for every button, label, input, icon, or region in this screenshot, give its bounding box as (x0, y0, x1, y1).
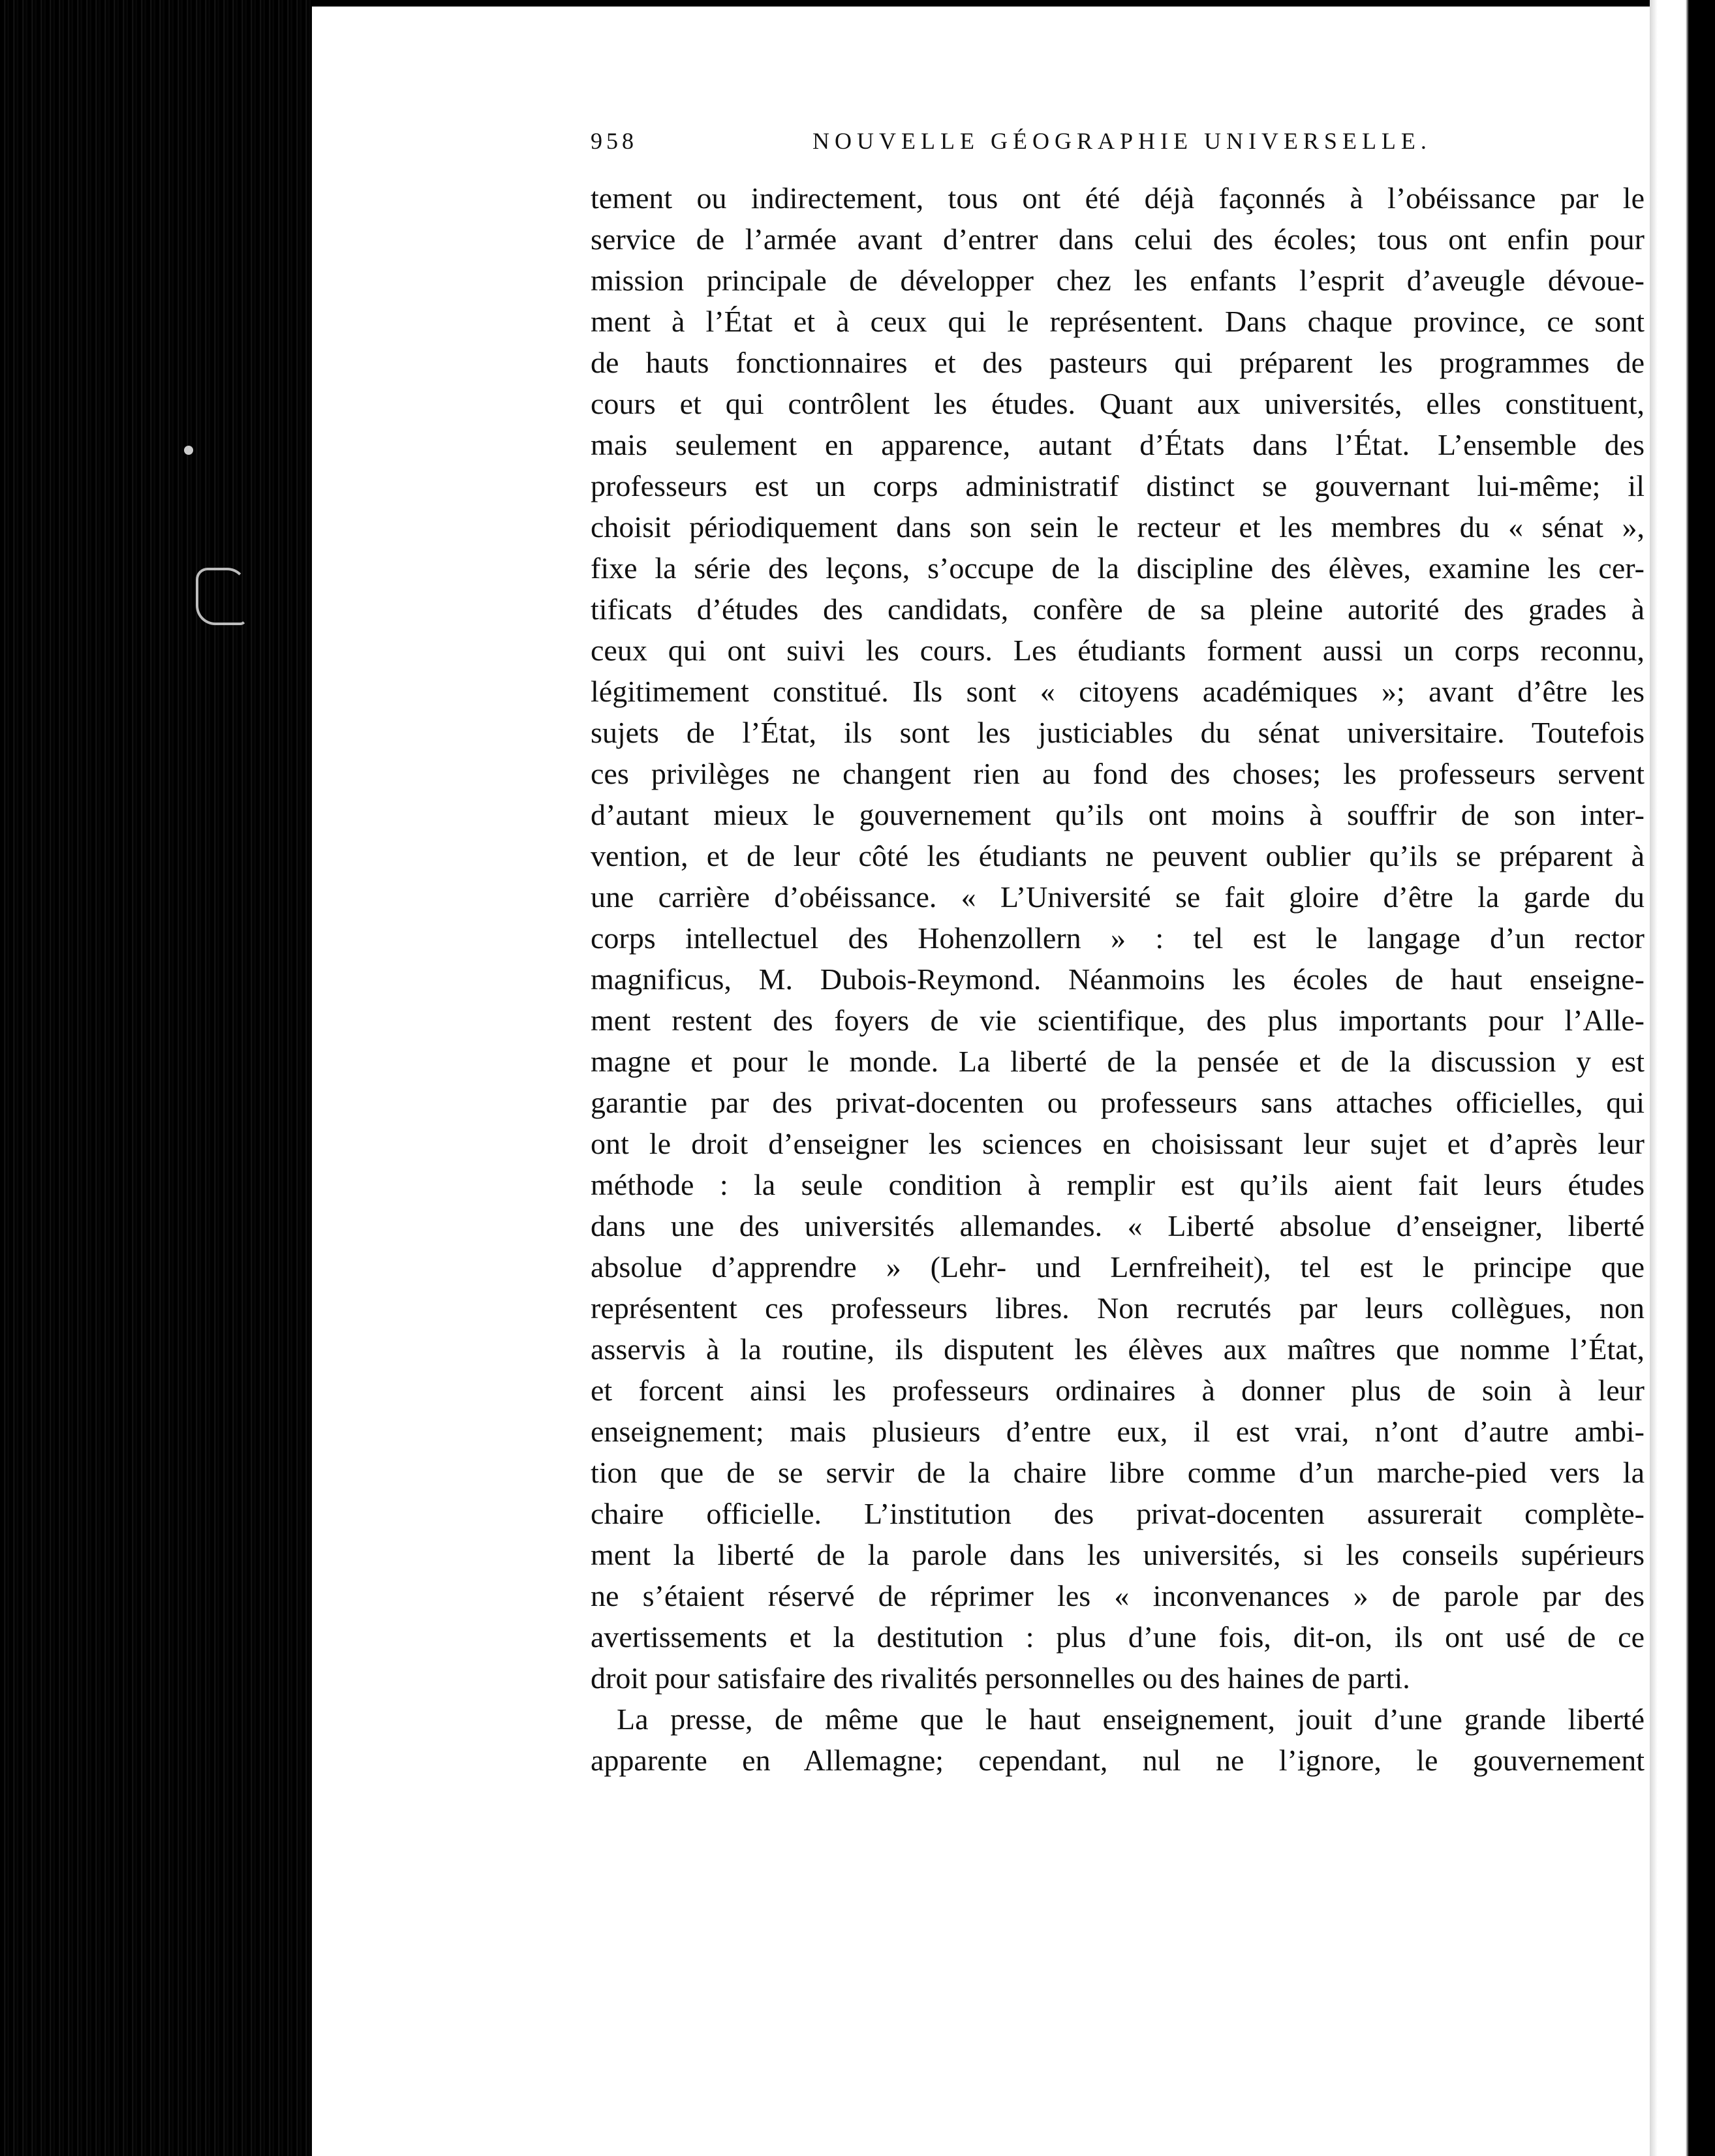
text-line: garantie par des privat-docenten ou professeurs sans attaches officielles, qui (591, 1086, 1645, 1119)
text-line: ne s’étaient réservé de réprimer les « inconvenances » de parole par des (591, 1579, 1645, 1612)
text-line: ment la liberté de la parole dans les universités, si les conseils supérieurs (591, 1538, 1645, 1571)
text-line: choisit périodiquement dans son sein le recteur et les membres du « sénat », (591, 510, 1645, 544)
text-line: méthode : la seule condition à remplir est qu’ils aient fait leurs études (591, 1168, 1645, 1201)
text-line: ces privilèges ne changent rien au fond des choses; les professeurs servent (591, 757, 1645, 790)
text-line: tement ou indirectement, tous ont été déjà façonnés à l’obéissance par le (591, 181, 1645, 215)
text-line: absolue d’apprendre » (Lehr- und Lernfreiheit), tel est le principe que (591, 1250, 1645, 1284)
page-right-edge (1650, 0, 1715, 2156)
text-line: service de l’armée avant d’entrer dans celui des écoles; tous ont enfin pour (591, 223, 1645, 256)
running-title: NOUVELLE GÉOGRAPHIE UNIVERSELLE. (812, 128, 1432, 154)
text-line: professeurs est un corps administratif distinct se gouvernant lui-même; il (591, 469, 1645, 502)
text-line: magne et pour le monde. La liberté de la pensée et de la discussion y est (591, 1045, 1645, 1078)
edge-mark-dot (184, 446, 193, 455)
text-line: tificats d’études des candidats, confère de sa pleine autorité des grades à (591, 593, 1645, 626)
text-line: ment à l’État et à ceux qui le représentent. Dans chaque province, ce sont (591, 305, 1645, 338)
edge-mark-bracket (196, 568, 247, 625)
text-line: de hauts fonctionnaires et des pasteurs qui préparent les programmes de (591, 346, 1645, 379)
running-head (591, 127, 1628, 166)
page-number: 958 (591, 128, 638, 154)
text-line: corps intellectuel des Hohenzollern » : tel est le langage d’un rector (591, 921, 1645, 955)
text-line: vention, et de leur côté les étudiants ne peuvent oublier qu’ils se préparent à (591, 839, 1645, 872)
text-line: magnificus, M. Dubois-Reymond. Néanmoins les écoles de haut enseigne- (591, 962, 1645, 996)
text-line: avertissements et la destitution : plus d’une fois, dit-on, ils ont usé de ce (591, 1620, 1645, 1654)
text-line: ont le droit d’enseigner les sciences en choisissant leur sujet et d’après leur (591, 1127, 1645, 1160)
text-line: ceux qui ont suivi les cours. Les étudiants forment aussi un corps reconnu, (591, 634, 1645, 667)
text-line: apparente en Allemagne; cependant, nul ne l’ignore, le gouvernement (591, 1744, 1645, 1777)
text-line: une carrière d’obéissance. « L’Université se fait gloire d’être la garde du (591, 880, 1645, 914)
text-line: tion que de se servir de la chaire libre comme d’un marche-pied vers la (591, 1456, 1645, 1489)
text-line: sujets de l’État, ils sont les justiciables du sénat universitaire. Toutefois (591, 716, 1645, 749)
text-line: mission principale de développer chez les enfants l’esprit d’aveugle dévoue- (591, 264, 1645, 297)
text-line-paragraph-start: La presse, de même que le haut enseignement, jouit d’une grande liberté (617, 1702, 1645, 1736)
text-line: cours et qui contrôlent les études. Quant aux universités, elles constituent, (591, 387, 1645, 420)
text-line: enseignement; mais plusieurs d’entre eux, il est vrai, n’ont d’autre ambi- (591, 1415, 1645, 1448)
text-line: dans une des universités allemandes. « Liberté absolue d’enseigner, liberté (591, 1209, 1645, 1242)
text-line: droit pour satisfaire des rivalités personnelles ou des haines de parti. (591, 1661, 1410, 1695)
book-edge (0, 0, 313, 2156)
text-line: légitimement constitué. Ils sont « citoyens académiques »; avant d’être les (591, 675, 1645, 708)
text-line: fixe la série des leçons, s’occupe de la discipline des élèves, examine les cer- (591, 551, 1645, 585)
body-text (591, 177, 1645, 1781)
text-line: d’autant mieux le gouvernement qu’ils ont moins à souffrir de son inter- (591, 798, 1645, 831)
text-line: asservis à la routine, ils disputent les élèves aux maîtres que nomme l’État, (591, 1332, 1645, 1366)
text-line: ment restent des foyers de vie scientifique, des plus importants pour l’Alle- (591, 1004, 1645, 1037)
text-line: chaire officielle. L’institution des privat-docenten assurerait complète- (591, 1497, 1645, 1530)
text-line: représentent ces professeurs libres. Non recrutés par leurs collègues, non (591, 1291, 1645, 1325)
text-line: et forcent ainsi les professeurs ordinaires à donner plus de soin à leur (591, 1374, 1645, 1407)
text-line: mais seulement en apparence, autant d’États dans l’État. L’ensemble des (591, 428, 1645, 461)
